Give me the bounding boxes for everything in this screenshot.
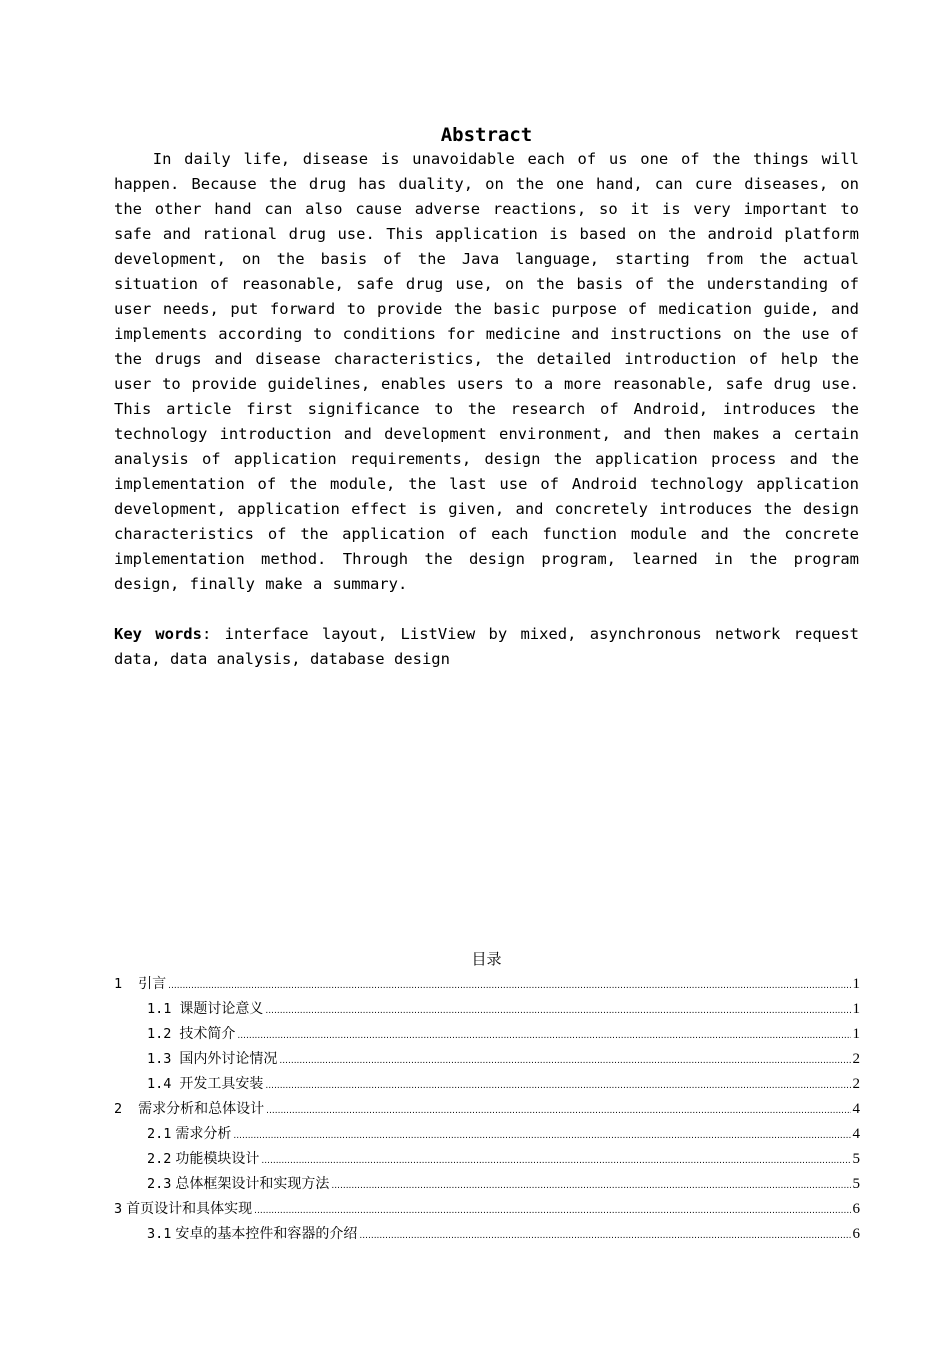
- toc-entry[interactable]: [114, 1172, 860, 1197]
- toc-entry-number: 2.1: [147, 1126, 172, 1142]
- toc-dot-leader: [331, 1174, 850, 1197]
- table-of-contents: [114, 972, 860, 1247]
- toc-entry-title: 首页设计和具体实现: [126, 1201, 253, 1217]
- toc-entry-title: 国内外讨论情况: [179, 1051, 278, 1067]
- toc-entry-number: 3: [114, 1201, 123, 1217]
- toc-entry[interactable]: [114, 1072, 860, 1097]
- toc-entry-number: 1.1: [147, 1001, 172, 1017]
- toc-entry[interactable]: [114, 972, 860, 997]
- toc-entry[interactable]: [114, 997, 860, 1022]
- toc-entry-title: 总体框架设计和实现方法: [175, 1176, 330, 1192]
- toc-entry[interactable]: [114, 1022, 860, 1047]
- toc-entry-title: 技术简介: [179, 1026, 236, 1042]
- toc-entry-title: 需求分析: [175, 1126, 232, 1142]
- toc-dot-leader: [359, 1224, 850, 1247]
- toc-entry-page: 5: [852, 1151, 860, 1167]
- toc-entry[interactable]: [114, 1122, 860, 1147]
- abstract-title: Abstract: [440, 124, 533, 146]
- toc-entry-page: 2: [852, 1076, 860, 1092]
- toc-entry-number: 1.4: [147, 1076, 172, 1092]
- toc-dot-leader: [279, 1049, 850, 1072]
- toc-entry-page: 1: [852, 1026, 860, 1042]
- toc-dot-leader: [265, 999, 850, 1022]
- toc-entry-page: 1: [852, 1001, 860, 1017]
- toc-entry-number: 2.3: [147, 1176, 172, 1192]
- toc-dot-leader: [233, 1124, 850, 1147]
- toc-entry-page: 2: [852, 1051, 860, 1067]
- toc-entry-title: 引言: [138, 976, 167, 992]
- toc-dot-leader: [266, 1099, 850, 1122]
- toc-entry[interactable]: [114, 1147, 860, 1172]
- toc-entry[interactable]: [114, 1047, 860, 1072]
- toc-entry-title: 功能模块设计: [175, 1151, 260, 1167]
- toc-entry-page: 4: [852, 1126, 860, 1142]
- toc-entry-page: 6: [852, 1201, 860, 1217]
- toc-entry[interactable]: [114, 1222, 860, 1247]
- toc-entry[interactable]: [114, 1197, 860, 1222]
- toc-entry-number: 2: [114, 1101, 123, 1117]
- keywords-text: : interface layout, ListView by mixed, asynchronous network request data, data analysis, database design: [114, 625, 859, 668]
- toc-entry-title: 开发工具安装: [179, 1076, 264, 1092]
- toc-title: 目录: [471, 950, 502, 968]
- toc-entry-page: 5: [852, 1176, 860, 1192]
- toc-entry-number: 1.3: [147, 1051, 172, 1067]
- keywords-label: Key words: [114, 625, 202, 643]
- toc-dot-leader: [261, 1149, 850, 1172]
- toc-dot-leader: [265, 1074, 850, 1097]
- toc-entry[interactable]: [114, 1097, 860, 1122]
- toc-entry-title: 课题讨论意义: [179, 1001, 264, 1017]
- toc-dot-leader: [168, 974, 850, 997]
- toc-entry-number: 1.2: [147, 1026, 172, 1042]
- toc-entry-number: 1: [114, 976, 123, 992]
- toc-dot-leader: [254, 1199, 850, 1222]
- keywords-paragraph: [114, 622, 859, 672]
- toc-entry-page: 1: [852, 976, 860, 992]
- toc-entry-number: 2.2: [147, 1151, 172, 1167]
- toc-dot-leader: [237, 1024, 850, 1047]
- toc-entry-title: 需求分析和总体设计: [138, 1101, 265, 1117]
- abstract-body: In daily life, disease is unavoidable each of us one of the things will happen. Because the drug has duality, on the one hand, can cure diseases, on the other hand can also cause adverse reactions, so it is very important to safe and rational drug use. This application is based on the android platform development, on the basis of the Java language, starting from the actual situation of reasonable, safe drug use, on the basis of the understanding of user needs, put forward to provide the basic purpose of medication guide, and implements according to conditions for medicine and instructions on the use of the drugs and disease characteristics, the detailed introduction of help the user to provide guidelines, enables users to a more reasonable, safe drug use. This article first significance to the research of Android, introduces the technology introduction and development environment, and then makes a certain analysis of application requirements, design the application process and the implementation of the module, the last use of Android technology application development, application effect is given, and concretely introduces the design characteristics of the application of each function module and the concrete implementation method. Through the design program, learned in the program design, finally make a summary.: [114, 150, 859, 593]
- toc-entry-title: 安卓的基本控件和容器的介绍: [175, 1226, 358, 1242]
- toc-entry-number: 3.1: [147, 1226, 172, 1242]
- toc-entry-page: 6: [852, 1226, 860, 1242]
- toc-entry-page: 4: [852, 1101, 860, 1117]
